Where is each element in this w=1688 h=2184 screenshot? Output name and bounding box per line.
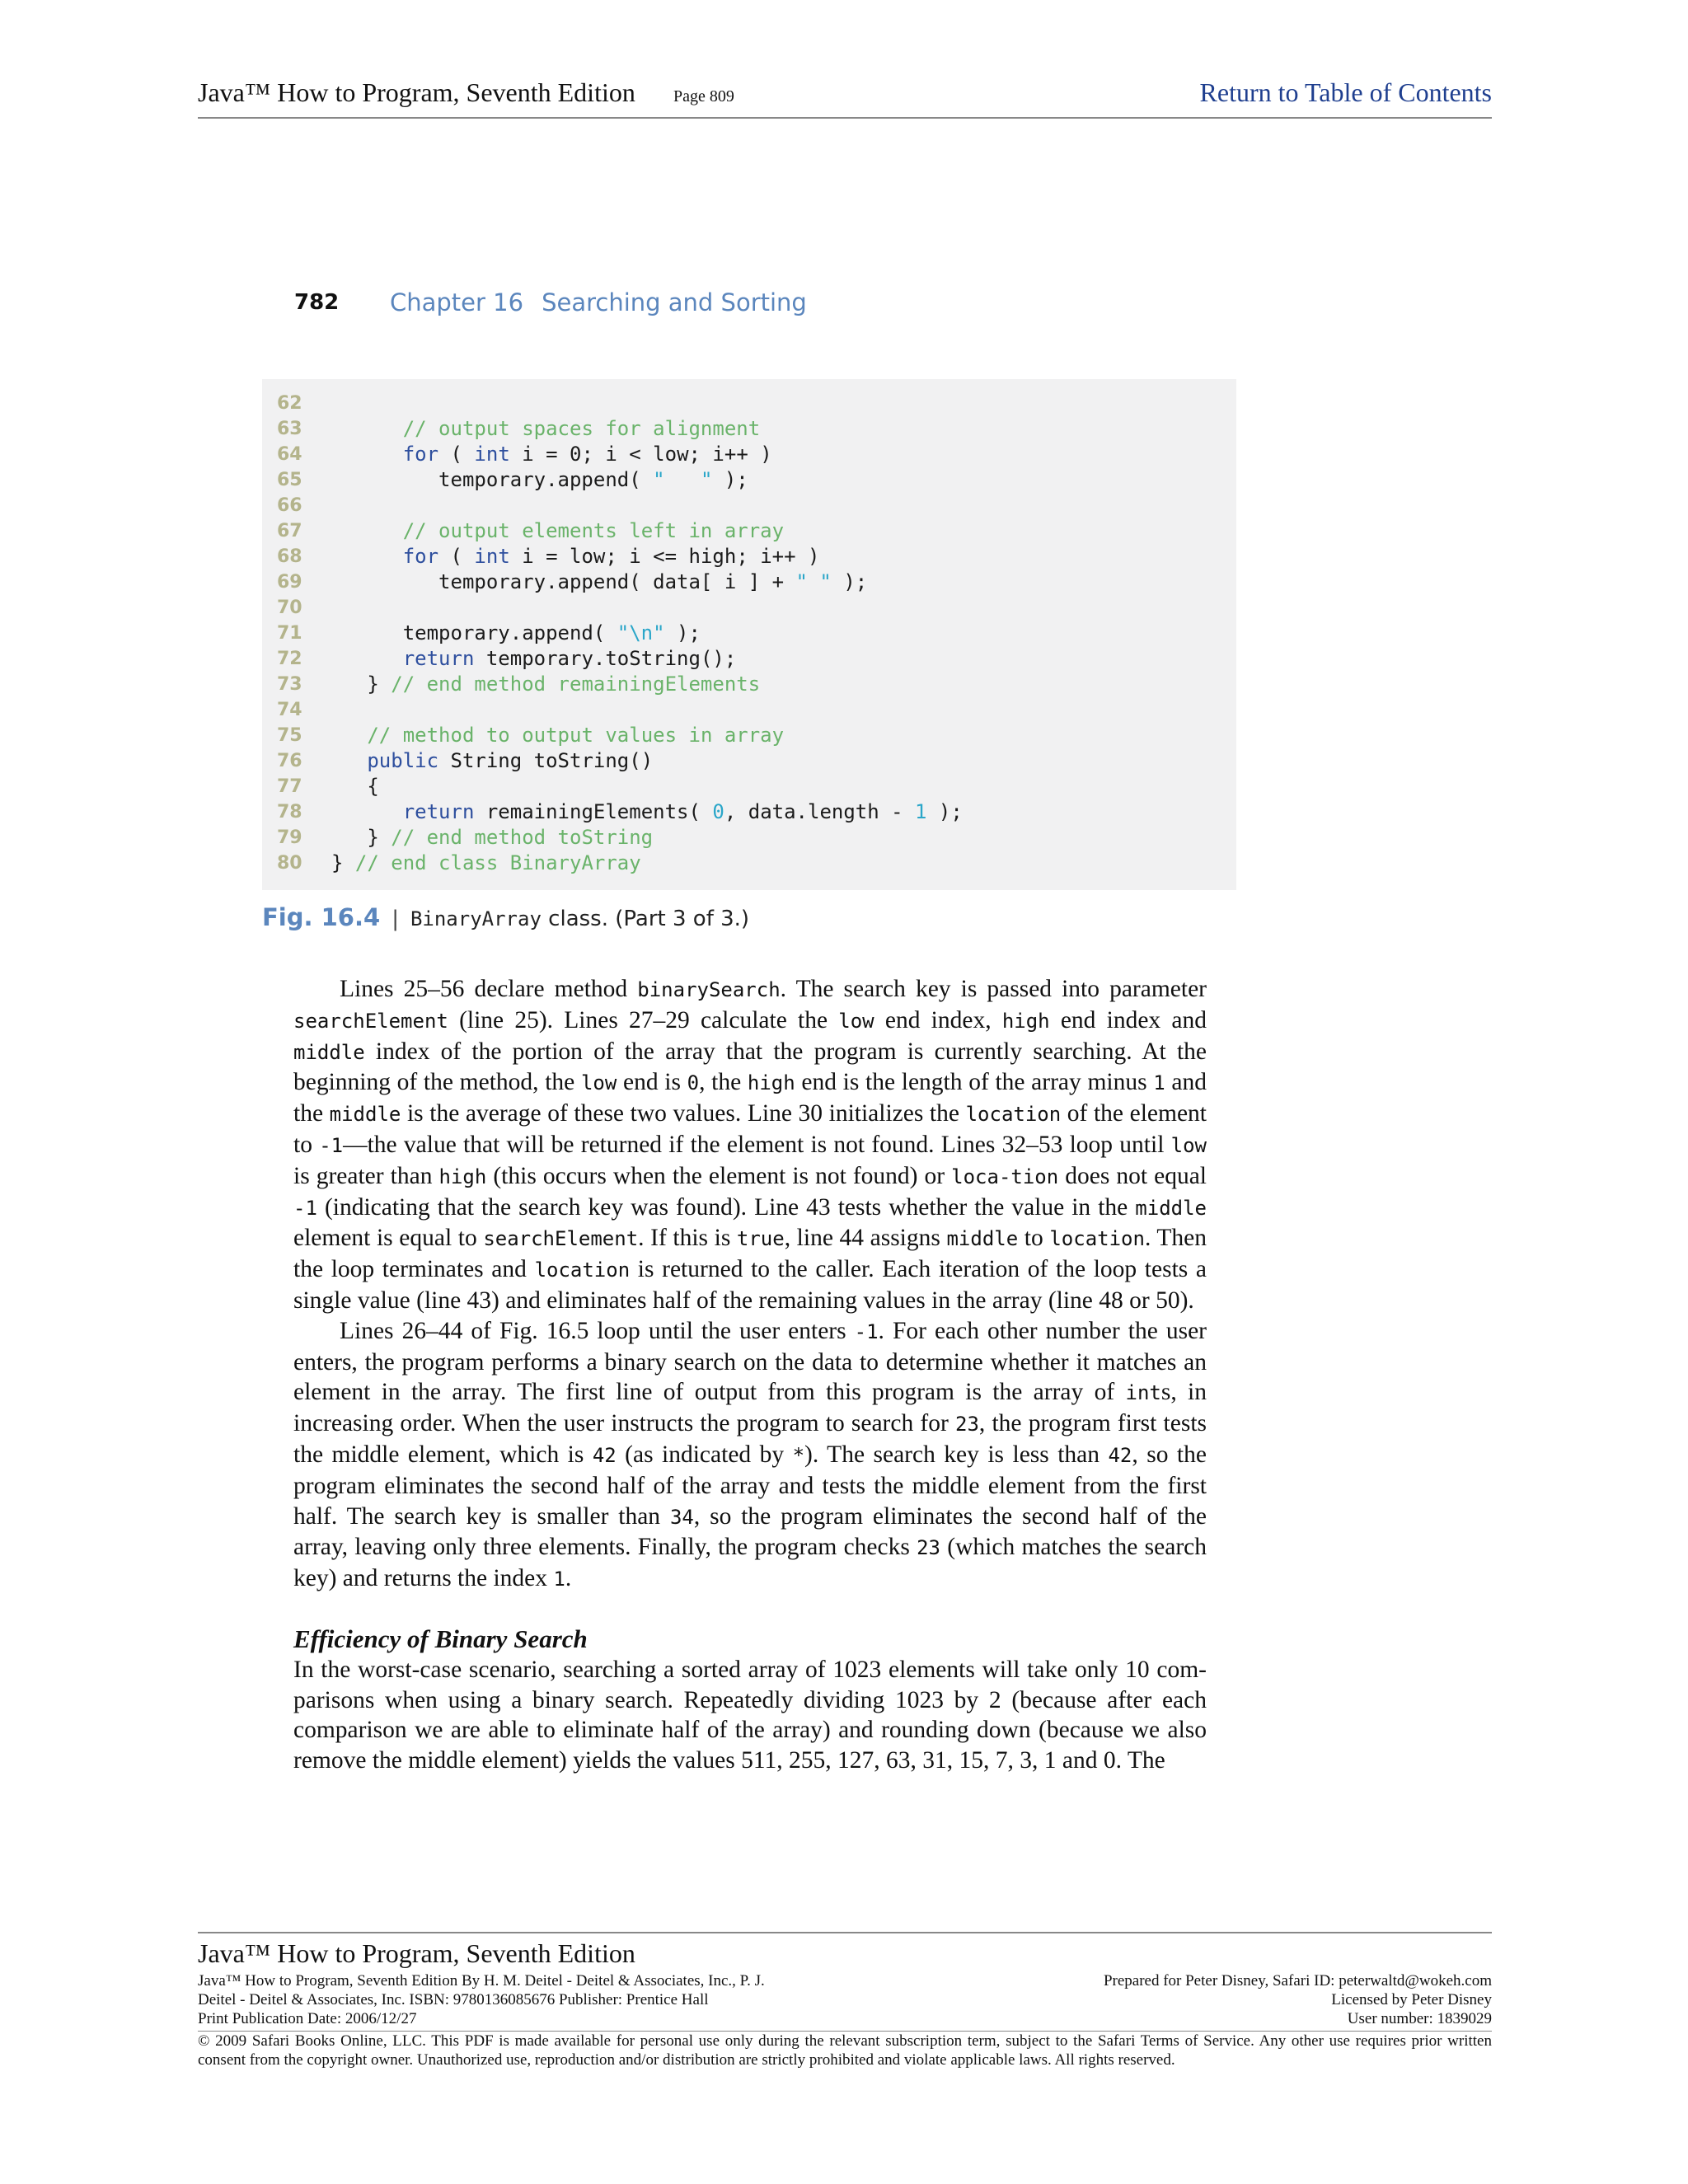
figure-caption: Fig. 16.4 | BinaryArray class. (Part 3 of 3.) — [262, 903, 750, 931]
line-number: 69 — [277, 572, 302, 593]
footer-row — [198, 2009, 1492, 2028]
section-heading: Efficiency of Binary Search — [293, 1624, 588, 1653]
book-title: Java™ How to Program, Seventh Edition — [198, 77, 635, 107]
figure-caption-code: BinaryArray — [410, 907, 542, 930]
footer-book-info: Java™ How to Program, Seventh Edition By H. M. Deitel - Deitel & Associates, Inc., P. J. — [198, 1972, 765, 1990]
line-number: 77 — [277, 776, 302, 797]
line-number: 63 — [277, 419, 302, 439]
chapter-title: Searching and Sorting — [542, 288, 807, 316]
footer-user-number: User number: 1839029 — [1347, 2010, 1492, 2027]
line-number: 64 — [277, 444, 302, 465]
chapter-heading — [390, 288, 807, 316]
body-text — [293, 974, 1207, 1776]
paragraph: Lines 26–44 of Fig. 16.5 loop until the user enters -1. For each other number the user enters, the program performs a binary search on the data to determine whether it matches an element in the array. The first line of output from this program is the array of ints, in increasing order. When the user instructs the program to search for 23, the program first tests the middle element, which is 42 (as indicated by *). The search key is less than 42, so the program eliminates the second half of the array and tests the middle element from the first half. The search key is smaller than 34, so the program eliminates the second half of the array, leaving only three elements. Finally, the program checks 23 (which matches the search key) and returns the index 1. — [293, 1317, 1207, 1592]
chapter-number: Chapter 16 — [390, 288, 524, 316]
line-number: 76 — [277, 751, 302, 771]
line-number: 78 — [277, 802, 302, 823]
line-number: 80 — [277, 853, 302, 874]
paragraph: Lines 25–56 declare method binarySearch. The search key is passed into parameter searchElement (line 25). Lines 27–29 calculate the low end index, high end index and middle index of the portion of the array that the program is currently searching. At the beginning of the method, the low end is 0, the high end is the length of the array minus 1 and the middle is the average of these two values. Line 30 initializes the location of the element to -1—the value that will be returned if the element is not found. Lines 32–53 loop until low is greater than high (this occurs when the element is not found) or loca-tion does not equal -1 (indicating that the search key was found). Line 43 tests whether the value in the middle element is equal to searchElement. If this is true, line 44 assigns middle to location. Then the loop terminates and location is returned to the caller. Each iteration of the loop tests a single value (line 43) and eliminates half of the remaining values in the array (line 48 or 50). — [293, 976, 1207, 1314]
footer-publisher-info: Deitel - Deitel & Associates, Inc. ISBN: 9780136085676 Publisher: Prentice Hall — [198, 1991, 709, 2008]
page-footer — [198, 1932, 1492, 2069]
line-number: 73 — [277, 674, 302, 695]
line-number: 67 — [277, 521, 302, 541]
figure-caption-text: class. (Part 3 of 3.) — [541, 907, 750, 931]
line-number: 65 — [277, 470, 302, 490]
paragraph: In the worst-case scenario, searching a sorted array of 1023 elements will take only 10 com-parisons when using a binary search. Repeatedly dividing 1023 by 2 (because after each comparison we are able to eliminate half of the array) and rounding down (because we also remove the middle element) yields the values 511, 255, 127, 63, 31, 15, 7, 3, 1 and 0. The — [293, 1656, 1207, 1774]
footer-licensed-by: Licensed by Peter Disney — [1331, 1991, 1492, 2008]
page-reference: Page 809 — [673, 87, 734, 105]
return-to-toc-link[interactable]: Return to Table of Contents — [1199, 77, 1492, 107]
line-number: 68 — [277, 546, 302, 567]
line-number: 62 — [277, 393, 302, 414]
page-number: 782 — [294, 290, 340, 315]
line-number: 66 — [277, 495, 302, 516]
line-number: 72 — [277, 649, 302, 669]
footer-publication-date: Print Publication Date: 2006/12/27 — [198, 2010, 417, 2027]
footer-row — [198, 1971, 1492, 1990]
line-number: 75 — [277, 725, 302, 746]
footer-row — [198, 1990, 1492, 2009]
line-number: 70 — [277, 598, 302, 618]
footer-prepared-for: Prepared for Peter Disney, Safari ID: peterwaltd@wokeh.com — [1103, 1972, 1492, 1990]
code-listing: 62 63 // output spaces for alignment 64 for ( int i = 0; i < low; i++ ) 65 temporary.append( " " ); 66 67 // output elements left in array 68 for ( int i = low; i <= high; i++ ) 69 temporary.append( data[ i ] + " " ); 70 71 temporary.append( "\n" ); 72 return temporary.toString(); 73 } // end method remainingElements 74 75 // method to output values in array 76 public String toString() 77 { 78 return remainingElements( 0, data.length - 1 ); 79 } // end method toString 80 } // end class BinaryArray — [262, 379, 1236, 890]
line-number: 74 — [277, 700, 302, 720]
line-number: 71 — [277, 623, 302, 644]
top-header — [198, 76, 1492, 119]
footer-title: Java™ How to Program, Seventh Edition — [198, 1938, 635, 1968]
footer-copyright: © 2009 Safari Books Online, LLC. This PDF is made available for personal use only during the relevant subscription term, subject to the Safari Terms of Service. Any other use requires prior written consent from the copyright owner. Unauthorized use, reproduction and/or distribution are strictly prohibited and violate applicable laws. All rights reserved. — [198, 2032, 1492, 2069]
figure-label: Fig. 16.4 — [262, 903, 381, 931]
line-number: 79 — [277, 827, 302, 848]
